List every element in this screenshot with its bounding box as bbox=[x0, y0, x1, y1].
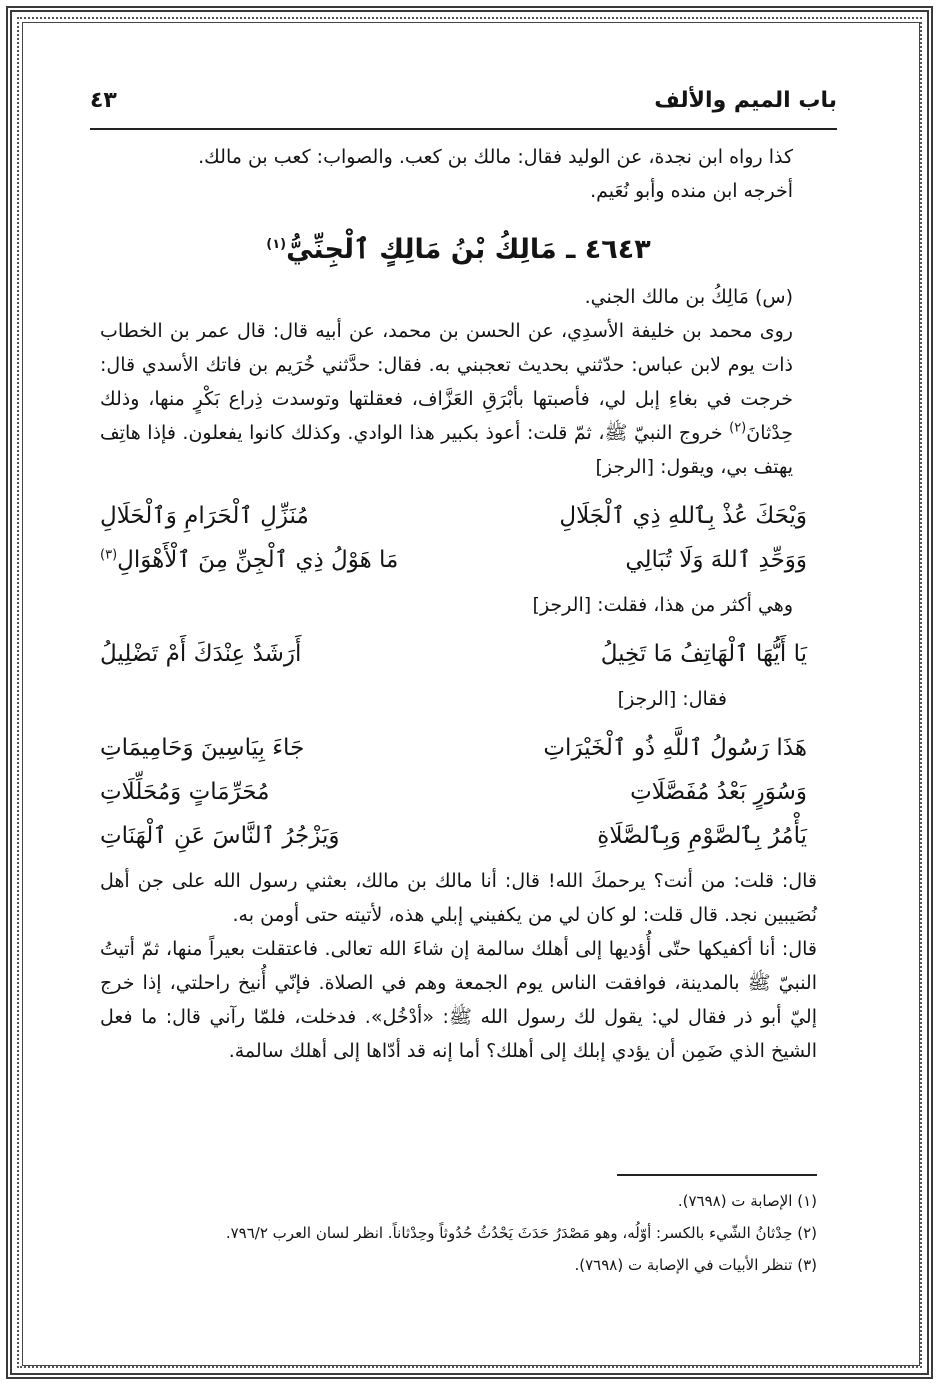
footnote-3: (٣) تنظر الأبيات في الإصابة ت (٧٦٩٨). bbox=[574, 1256, 817, 1274]
verse-first-hemistich: وَيْحَكَ عُذْ بِٱللهِ ذِي ٱلْجَلَالِ bbox=[559, 503, 807, 529]
poem-3 bbox=[100, 726, 817, 858]
entry-footnote-ref: (١) bbox=[266, 237, 287, 252]
intro-line-2: أخرجه ابن منده وأبو نُعَيم. bbox=[590, 180, 793, 202]
narration-footnote-ref: (٢) bbox=[729, 420, 747, 436]
intro-line-1: كذا رواه ابن نجدة، عن الوليد فقال: مالك بن كعب. والصواب: كعب بن مالك. bbox=[198, 146, 793, 168]
footnotes bbox=[100, 1188, 817, 1284]
verse-second-hemistich bbox=[100, 538, 444, 582]
main-text bbox=[100, 140, 817, 1068]
verse bbox=[100, 726, 817, 770]
poem-2 bbox=[100, 632, 817, 676]
verse-first-hemistich: وَسُوَرٍ بَعْدُ مُفَصَّلَاتِ bbox=[630, 779, 807, 805]
page-number: ٤٣ bbox=[90, 88, 117, 113]
verse-first-hemistich: وَوَحِّدِ ٱللهَ وَلَا تُبَالِي bbox=[625, 547, 807, 573]
footnote-1: (١) الإصابة ت (٧٦٩٨). bbox=[677, 1192, 817, 1210]
verse-second-hemistich: أَرَشَدٌ عِنْدَكَ أَمْ تَضْلِيلُ bbox=[100, 641, 302, 667]
transition-line-1: وهي أكثر من هذا، فقلت: [الرجز] bbox=[532, 594, 793, 616]
verse-first-hemistich: يَأْمُرُ بِٱلصَّوْمِ وَبِٱلصَّلَاةِ bbox=[597, 823, 807, 849]
verse-second-hemistich: جَاءَ بِيَاسِينَ وَحَامِيمَاتِ bbox=[100, 735, 305, 761]
verse bbox=[100, 814, 817, 858]
closing-paragraph-2: قال: أنا أكفيكها حتّى أُؤديها إلى أهلك سالمة إن شاءَ الله تعالى. فاعتقلت بعيراً منها، ثمّ أتيتُ النبيّ ﷺ بالمدينة، فوافقت الناس يوم الجمعة وهم في الصلاة. فإنّي أُنيخ راحلتي، إذا خرج إليّ أبو ذر فقال لي: يقول لك رسول الله ﷺ: «أدْخُل». فدخلت، فلمّا رآني قال: ما فعل الشيخ الذي ضَمِن أن يؤدي إبلك إلى أهلك؟ أما إنه قد أدّاها إلى أهلك سالمة. bbox=[100, 938, 817, 1062]
verse bbox=[100, 770, 817, 814]
poem-1 bbox=[100, 494, 817, 582]
verse bbox=[100, 494, 817, 538]
verse-footnote-ref: (٣) bbox=[100, 547, 118, 563]
entry-title: ٤٦٤٣ ـ مَالِكُ بْنُ مَالِكٍ ٱلْجِنِّيُّ bbox=[286, 234, 651, 265]
page-header bbox=[90, 82, 837, 130]
verse bbox=[100, 538, 817, 582]
verse-second-hemistich: مُحَرِّمَاتٍ وَمُحَلِّلَاتِ bbox=[100, 779, 270, 805]
verse bbox=[100, 632, 817, 676]
footnote-2: (٢) حِدْثانُ الشّيء بالكسر: أوّلُه، وهو مَصْدَرُ حَدَثَ يَحْدُثُ حُدُوثاً وحِدْثاناً. انظر لسان العرب ٧٩٦/٢. bbox=[225, 1224, 817, 1242]
narration-text-end: خروج النبيّ ﷺ، ثمّ قلت: أعوذ بكبير هذا الوادي. وكذلك كانوا يفعلون. فإذا هاتِف يهتف بي، ويقول: [الرجز] bbox=[100, 422, 793, 478]
narration-paragraph bbox=[100, 314, 817, 484]
entry-source-line: (س) مَالِكُ بن مالك الجني. bbox=[584, 286, 793, 308]
transition-line-2: فقال: [الرجز] bbox=[617, 688, 727, 710]
chapter-title: باب الميم والألف bbox=[654, 88, 837, 113]
verse-first-hemistich: هَذَا رَسُولُ ٱللَّهِ ذُو ٱلْخَيْرَاتِ bbox=[543, 735, 807, 761]
narration-text: روى محمد بن خليفة الأسدِي، عن الحسن بن محمد، عن أبيه قال: قال عمر بن الخطاب ذات يوم لابن عباس: حدّثني بحديث تعجبني به. فقال: حدَّثني خُرَيم بن فاتك الأسدي قال: خرجت في بغاءِ إبل لي، فأصبتها بأبْرَقِ العَزَّاف، فعقلتها وتوسدت ذِراع بَكْرٍ منها، وذلك حِدْثانَ bbox=[100, 320, 793, 444]
footnote-divider bbox=[617, 1174, 817, 1176]
entry-heading bbox=[100, 228, 817, 272]
hemistich-text: مَا هَوْلُ ذِي ٱلْجِنِّ مِنَ ٱلْأَهْوَالِ bbox=[117, 547, 399, 573]
closing-paragraph-1: قال: قلت: من أنت؟ يرحمكَ الله! قال: أنا مالك بن مالك، بعثني رسول الله على جن أهل نُصَيبين نجد. قال قلت: لو كان لي من يكفيني إبلي هذه، لأتيته حتى أومن به. bbox=[100, 870, 817, 926]
verse-first-hemistich: يَا أَيُّهَا ٱلْهَاتِفُ مَا تَخِيلُ bbox=[600, 641, 807, 667]
verse-second-hemistich: وَيَزْجُرُ ٱلنَّاسَ عَنِ ٱلْهَنَاتِ bbox=[100, 823, 340, 849]
verse-second-hemistich: مُنَزِّلِ ٱلْحَرَامِ وَٱلْحَلَالِ bbox=[100, 503, 309, 529]
